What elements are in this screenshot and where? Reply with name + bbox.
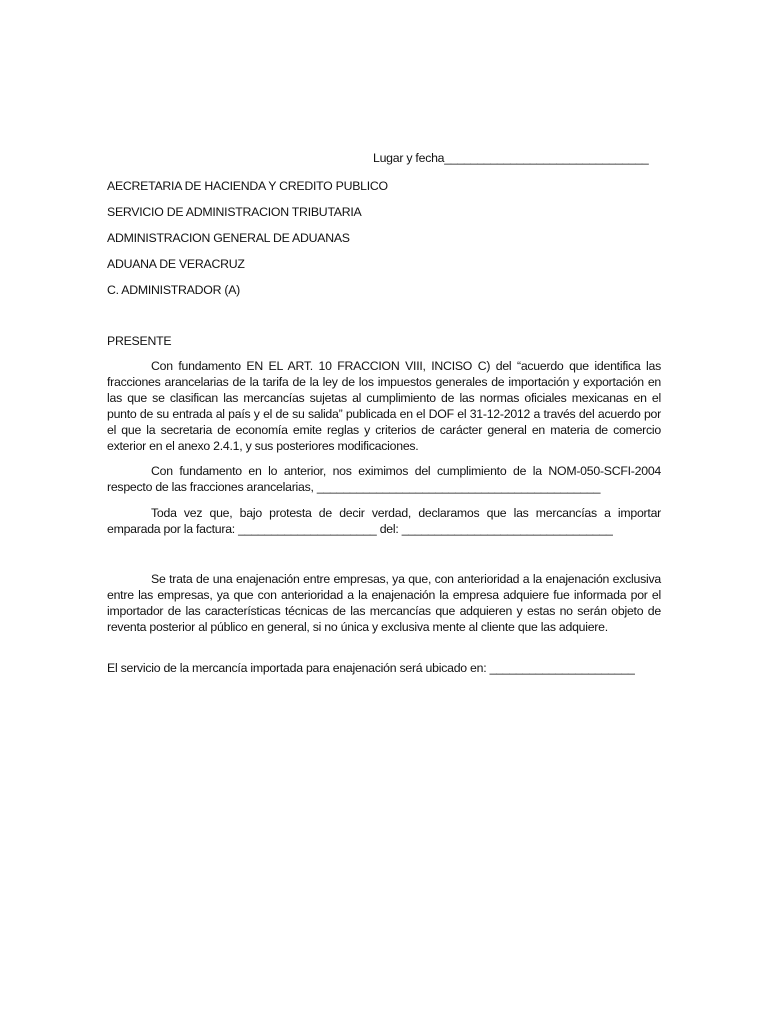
paragraph-declaration [107, 505, 661, 537]
place-date-line [373, 150, 649, 166]
recipient-line: C. ADMINISTRADOR (A) [107, 283, 241, 297]
paragraph-declaration-text: Toda vez que, bajo protesta de decir verdad, declaramos que las mercancías a importar emparada por la factura: [107, 506, 661, 536]
recipient-line: SERVICIO DE ADMINISTRACION TRIBUTARIA [107, 205, 362, 219]
invoice-date-blank: ________________________________ [401, 522, 613, 536]
place-date-label: Lugar y fecha [373, 151, 445, 165]
paragraph-location [107, 660, 661, 676]
paragraph-sale: Se trata de una enajenación entre empresas, ya que, con anterioridad a la enajenación exclusiva entre las empresas, ya que con anterioridad a la enajenación la empresa adquiere fue informada por el importador de las características técnicas de las mercancías que adquieren y estas no serán objeto de reventa posterior al público en general, si no única y exclusiva mente al cliente que las adquiere. [107, 572, 661, 634]
recipient-line: ADUANA DE VERACRUZ [107, 257, 245, 271]
invoice-blank: _____________________ [238, 522, 377, 536]
paragraph-location-text: El servicio de la mercancía importada para enajenación será ubicado en: [107, 661, 487, 675]
paragraph-exemption-text: Con fundamento en lo anterior, nos eximimos del cumplimiento de la NOM-050-SCFI-2004 respecto de las fracciones arancelarias, [107, 464, 661, 494]
paragraph-exemption [107, 463, 661, 495]
recipient-line: AECRETARIA DE HACIENDA Y CREDITO PUBLICO [107, 179, 388, 193]
recipient-line: ADMINISTRACION GENERAL DE ADUANAS [107, 231, 350, 245]
salutation: PRESENTE [107, 334, 172, 348]
place-date-blank: _______________________________ [444, 151, 649, 165]
location-blank: ______________________ [489, 661, 635, 675]
paragraph-legal-basis: Con fundamento EN EL ART. 10 FRACCION VIII, INCISO C) del “acuerdo que identifica las fracciones arancelarias de la tarifa de la ley de los impuestos generales de importación y exportación en las que se clasifican las mercancías sujetas al cumplimiento de las normas oficiales mexicanas en el punto de su entrada al país y el de su salida” publicada en el DOF el 31-12-2012 a través del acuerdo por el que la secretaria de economía emite reglas y criterios de carácter general en materia de comercio exterior en el anexo 2.4.1, y sus posteriores modificaciones. [107, 359, 661, 453]
recipient-address [107, 178, 388, 308]
tariff-fractions-blank: ___________________________________________ [316, 480, 601, 494]
del-label: del: [379, 522, 399, 536]
